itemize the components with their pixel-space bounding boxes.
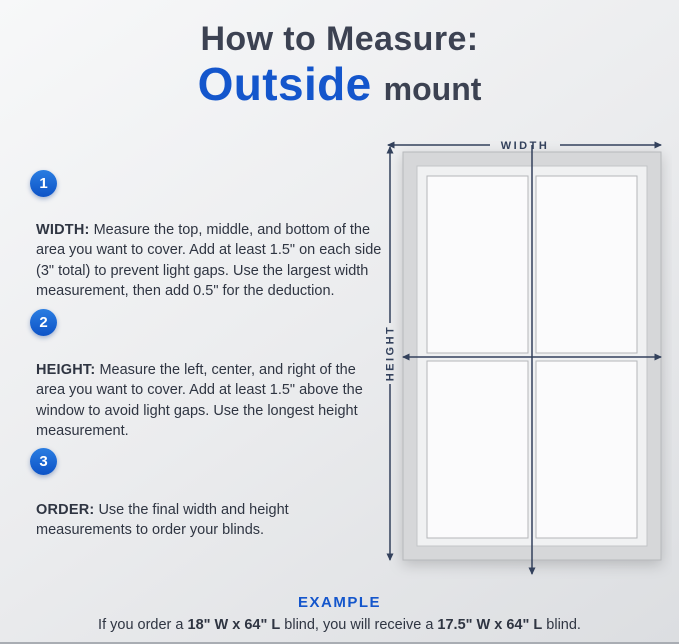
window-pane-bottom-left bbox=[427, 361, 528, 538]
window-diagram bbox=[372, 128, 672, 596]
step-3-badge bbox=[30, 448, 57, 475]
step-2-number: 2 bbox=[39, 314, 48, 331]
step-2-label: HEIGHT: bbox=[36, 361, 96, 378]
step-1-label: WIDTH: bbox=[36, 221, 90, 238]
example-prefix: If you order a bbox=[98, 617, 188, 633]
example-middle: blind, you will receive a bbox=[280, 617, 438, 633]
step-3-text bbox=[36, 500, 386, 541]
title-suffix: mount bbox=[383, 71, 482, 107]
step-1-badge bbox=[30, 170, 57, 197]
title-line1: How to Measure: bbox=[200, 20, 479, 58]
step-3-label: ORDER: bbox=[36, 501, 95, 518]
width-label: WIDTH bbox=[500, 140, 550, 152]
example-suffix: blind. bbox=[542, 617, 581, 633]
window-pane-top-right bbox=[536, 176, 637, 353]
window-pane-bottom-right bbox=[536, 361, 637, 538]
footer bbox=[0, 594, 679, 633]
title-accent: Outside bbox=[197, 58, 372, 110]
step-1-text bbox=[36, 220, 386, 302]
step-1-number: 1 bbox=[39, 175, 48, 192]
example-size-ordered: 18" W x 64" L bbox=[187, 617, 281, 633]
step-3-number: 3 bbox=[39, 453, 48, 470]
title-line2 bbox=[0, 59, 679, 110]
step-3-body: Use the final width and height measurements to order your blinds. bbox=[36, 501, 289, 539]
step-2-text bbox=[36, 360, 386, 442]
example-heading: EXAMPLE bbox=[297, 594, 381, 611]
step-1-body: Measure the top, middle, and bottom of the area you want to cover. Add at least 1.5" on each side (3" total) to prevent light gaps. Use the largest width measurement, then add 0.5" for the deduction. bbox=[36, 221, 382, 300]
window-pane-top-left bbox=[427, 176, 528, 353]
example-sentence bbox=[0, 617, 679, 633]
title bbox=[0, 20, 679, 110]
height-label: HEIGHT bbox=[384, 324, 397, 382]
step-2-badge bbox=[30, 309, 57, 336]
example-size-received: 17.5" W x 64" L bbox=[437, 617, 543, 633]
step-2-body: Measure the left, center, and right of the area you want to cover. Add at least 1.5" above the window to avoid light gaps. Use the longest height measurement. bbox=[36, 361, 363, 440]
